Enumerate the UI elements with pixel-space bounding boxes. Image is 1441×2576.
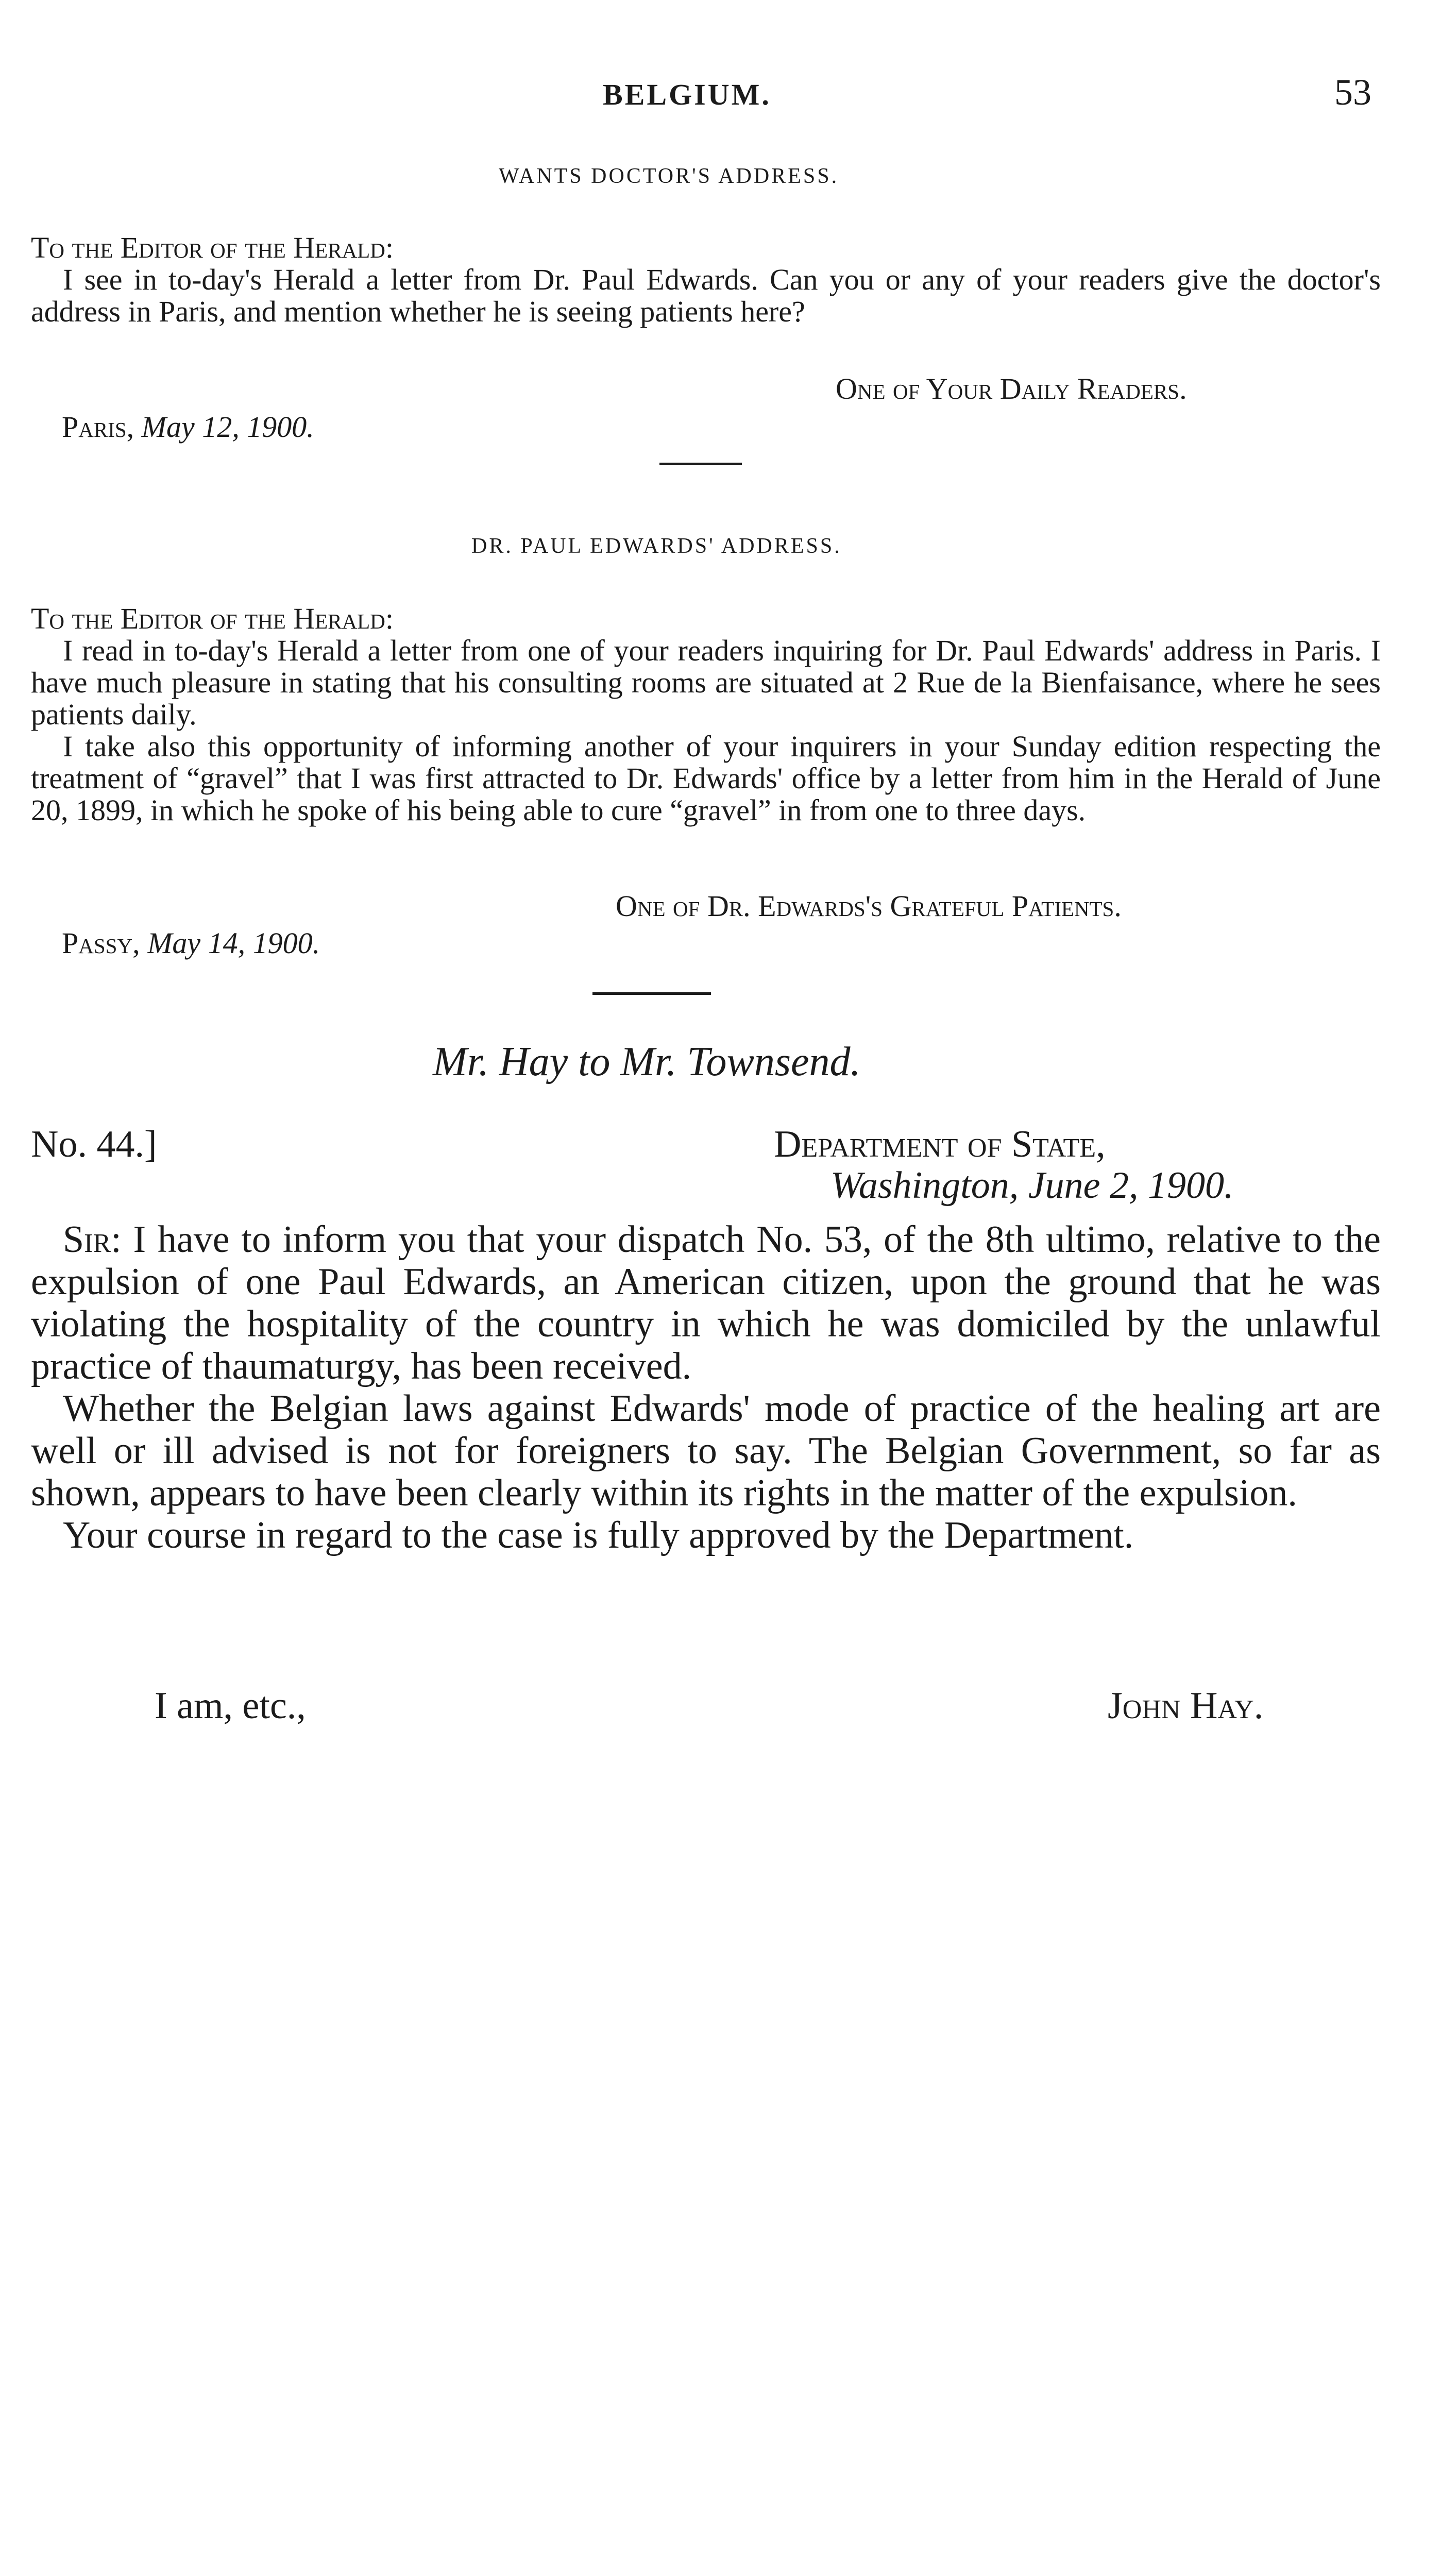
letter1-body: I see in to-day's Herald a letter from Dr. Paul Edwards. Can you or any of your readers give the doctor's address in Paris, and mention whether he is seeing patients here? xyxy=(31,263,1381,328)
letter1-salutation: To the Editor of the Herald: xyxy=(31,231,394,264)
letter3-para1-text: : I have to inform you that your dispatch No. 53, of the 8th ultimo, relative to the expulsion of one Paul Edwards, an American citizen, upon the ground that he was violating the hospitality of the country in which he was domiciled by the unlawful practice of thaumaturgy, has been received. xyxy=(31,1218,1381,1387)
letter1-date: May 12, 1900. xyxy=(141,410,314,444)
letter3-sir: Sir xyxy=(63,1218,111,1261)
letter2-para1: I read in to-day's Herald a letter from one of your readers inquiring for Dr. Paul Edwards' address in Paris. I have much pleasure in stating that his consulting rooms are situated at 2 Rue de la Bienfaisance, where he sees patients daily. xyxy=(31,634,1381,731)
letter3-department: Department of State, xyxy=(774,1123,1106,1165)
separator-rule-long xyxy=(592,992,711,995)
letter2-text xyxy=(31,603,1381,826)
letter3-para1 xyxy=(31,1218,1381,1387)
letter1-text xyxy=(31,232,1381,328)
letter3-closing: I am, etc., xyxy=(155,1685,306,1727)
letter1-place: Paris, xyxy=(62,410,142,444)
letter2-date: May 14, 1900. xyxy=(147,926,320,960)
letter3-body xyxy=(31,1218,1381,1556)
letter3-para3: Your course in regard to the case is fully approved by the Department. xyxy=(63,1514,1134,1556)
letter3-title: Mr. Hay to Mr. Townsend. xyxy=(433,1039,861,1084)
letter3-number: No. 44.] xyxy=(31,1123,157,1165)
letter2-dateline xyxy=(62,927,320,959)
letter2-heading: DR. PAUL EDWARDS' ADDRESS. xyxy=(471,534,842,558)
letter3-para2: Whether the Belgian laws against Edwards' mode of practice of the healing art are well or ill advised is not for foreigners to say. The Belgian Government, so far as shown, appears to have been clearly within its rights in the matter of the expulsion. xyxy=(31,1387,1381,1514)
letter1-heading: WANTS DOCTOR'S ADDRESS. xyxy=(499,164,839,188)
page-number: 53 xyxy=(1334,72,1371,113)
letter3-signature: John Hay. xyxy=(1108,1685,1264,1727)
letter2-salutation: To the Editor of the Herald: xyxy=(31,602,394,635)
letter1-dateline xyxy=(62,411,314,443)
letter2-signature: One of Dr. Edwards's Grateful Patients. xyxy=(616,889,1122,923)
letter3-dateline: Washington, June 2, 1900. xyxy=(830,1164,1234,1207)
letter2-place: Passy, xyxy=(62,926,148,960)
letter1-signature: One of Your Daily Readers. xyxy=(836,372,1187,405)
running-title: BELGIUM. xyxy=(603,78,771,111)
letter2-para2: I take also this opportunity of informing another of your inquirers in your Sunday edition respecting the treatment of “gravel” that I was first attracted to Dr. Edwards' office by a letter from him in the Herald of June 20, 1899, in which he spoke of his being able to cure “gravel” in from one to three days. xyxy=(31,730,1381,827)
separator-rule xyxy=(659,463,742,465)
